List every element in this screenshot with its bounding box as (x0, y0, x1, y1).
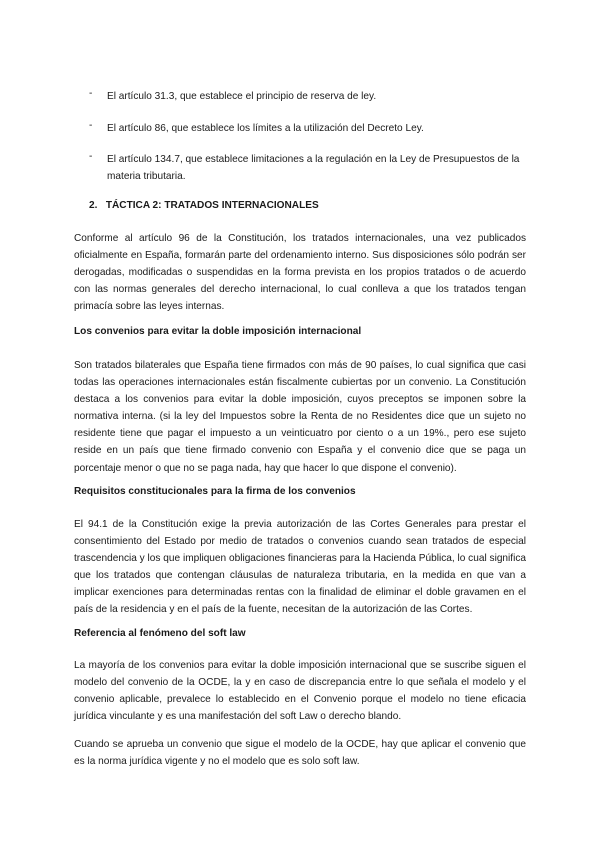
paragraph: Son tratados bilaterales que España tiene firmados con más de 90 países, lo cual significa que casi todas las operaciones internacionales están fiscalmente cubiertas por un convenio. La Constitución destaca a los convenios para evitar la doble imposición, cuyos preceptos se imponen sobre la normativa interna. (si la ley del Impuestos sobre la Renta de no Residentes dice que un sujeto no residente tiene que pagar el impuesto a un veinticuatro por ciento o a un 19%., pero ese sujeto reside en un país que tiene firmado convenio con España y el convenio dice que se paga un porcentaje menor o que no se paga nada, hay que hacer lo que dispone el convenio). (74, 360, 526, 474)
subsection-title: Los convenios para evitar la doble imposición internacional (74, 326, 362, 337)
bullet-text: El artículo 134.7, que establece limitaciones a la regulación en la Ley de Presupuestos de la materia tributaria. (107, 154, 520, 182)
bullet-marker: - (89, 88, 93, 99)
bullet-text: El artículo 31.3, que establece el principio de reserva de ley. (107, 91, 377, 102)
paragraph: La mayoría de los convenios para evitar la doble imposición internacional que se suscribe siguen el modelo del convenio de la OCDE, la y en caso de discrepancia entre lo que señala el modelo y el convenio aplicable, prevalece lo establecido en el Convenio porque el modelo no tiene eficacia jurídica vinculante y es una manifestación del soft Law o derecho blando. (74, 660, 526, 723)
intro-paragraph: Conforme al artículo 96 de la Constitución, los tratados internacionales, una vez publicados oficialmente en España, formarán parte del ordenamiento interno. Sus disposiciones sólo podrán ser derogadas, modificadas o suspendidas en la forma prevista en los propios tratados o de acuerdo con las normas generales del derecho internacional, lo cual conlleva a que los tratados tengan primacía sobre las leyes internas. (74, 233, 526, 313)
paragraph: El 94.1 de la Constitución exige la previa autorización de las Cortes Generales para prestar el consentimiento del Estado por medio de tratados o convenios cuando sean tratados de especial trascendencia y los que impliquen obligaciones financieras para la Hacienda Pública, lo cual significa que los tratados que contengan cláusulas de naturaleza tributaria, en la medida en que van a implicar exenciones para determinadas rentas con la finalidad de eliminar el doble gravamen en el país de la residencia y en el país de la fuente, necesitan de la autorización de las Cortes. (74, 519, 526, 616)
bullet-marker: - (89, 120, 93, 131)
bullet-text: El artículo 86, que establece los límites a la utilización del Decreto Ley. (107, 123, 424, 134)
bullet-marker: - (89, 151, 93, 162)
subsection-title: Requisitos constitucionales para la firma de los convenios (74, 486, 356, 497)
paragraph: Cuando se aprueba un convenio que sigue el modelo de la OCDE, hay que aplicar el convenio que es la norma jurídica vigente y no el modelo que es solo soft law. (74, 739, 526, 768)
subsection-title: Referencia al fenómeno del soft law (74, 628, 246, 639)
section-heading: 2. TÁCTICA 2: TRATADOS INTERNACIONALES (89, 200, 319, 211)
